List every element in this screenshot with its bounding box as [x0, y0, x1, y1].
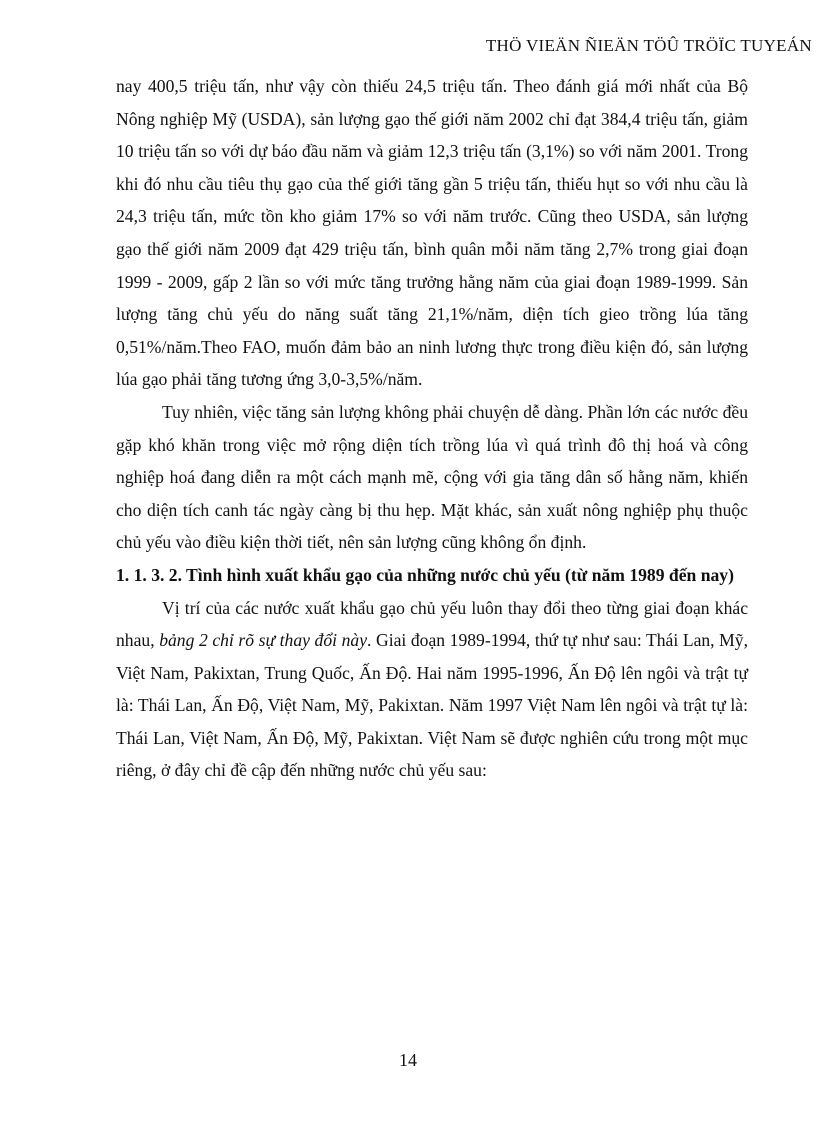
- paragraph-production-difficulty: Tuy nhiên, việc tăng sản lượng không phải chuyện dễ dàng. Phần lớn các nước đều gặp khó khăn trong việc mở rộng diện tích trồng lúa vì quá trình đô thị hoá và công nghiệp hoá đang diễn ra một cách mạnh mẽ, cộng với gia tăng dân số hằng năm, khiến cho diện tích canh tác ngày càng bị thu hẹp. Mặt khác, sản xuất nông nghiệp phụ thuộc chủ yếu vào điều kiện thời tiết, nên sản lượng cũng không ổn định.: [116, 401, 748, 553]
- page-number: 14: [399, 1050, 417, 1070]
- table-reference: bảng 2 chỉ rõ sự thay đổi này: [159, 630, 368, 651]
- paragraph-rice-production: nay 400,5 triệu tấn, như vậy còn thiếu 24,5 triệu tấn. Theo đánh giá mới nhất của Bộ Nông nghiệp Mỹ (USDA), sản lượng gạo thế giới năm 2002 chỉ đạt 384,4 triệu tấn, giảm 10 triệu tấn so với dự báo đầu năm và giảm 12,3 triệu tấn (3,1%) so với năm 2001. Trong khi đó nhu cầu tiêu thụ gạo của thế giới tăng gần 5 triệu tấn, thiếu hụt so với nhu cầu là 24,3 triệu tấn, mức tồn kho giảm 17% so với năm trước. Cũng theo USDA, sản lượng gạo thế giới năm 2009 đạt 429 triệu tấn, bình quân mỗi năm tăng 2,7% trong giai đoạn 1999 - 2009, gấp 2 lần so với mức tăng trưởng hằng năm của giai đoạn 1989-1999. Sản lượng tăng chủ yếu do năng suất tăng 21,1%/năm, diện tích gieo trồng lúa tăng 0,51%/năm.Theo FAO, muốn đảm bảo an ninh lương thực trong điều kiện đó, sản lượng lúa gạo phải tăng tương ứng 3,0-3,5%/năm.: [116, 76, 748, 390]
- paragraph-text-start: Vị trí của các nước xuất khẩu gạo chủ yếu luôn thay đổi theo từng giai đoạn khác nhau,: [116, 597, 748, 651]
- running-header: THÖ VIEÄN ÑIEÄN TÖÛ TRÖÏC TUYEÁN: [485, 36, 812, 55]
- paragraph-exporting-countries: [116, 592, 748, 788]
- paragraph-text-end: . Giai đoạn 1989-1994, thứ tự như sau: Thái Lan, Mỹ, Việt Nam, Pakixtan, Trung Quốc, Ấn Độ. Hai năm 1995-1996, Ấn Độ lên ngôi và trật tự là: Thái Lan, Ấn Độ, Việt Nam, Mỹ, Pakixtan. Năm 1997 Việt Nam lên ngôi và trật tự là: Thái Lan, Việt Nam, Ấn Độ, Mỹ, Pakixtan. Việt Nam sẽ được nghiên cứu trong một mục riêng, ở đây chỉ đề cập đến những nước chủ yếu sau:: [116, 630, 748, 781]
- section-heading: 1. 1. 3. 2. Tình hình xuất khẩu gạo của những nước chủ yếu (từ năm 1989 đến nay): [116, 564, 734, 585]
- body-text: [116, 70, 748, 787]
